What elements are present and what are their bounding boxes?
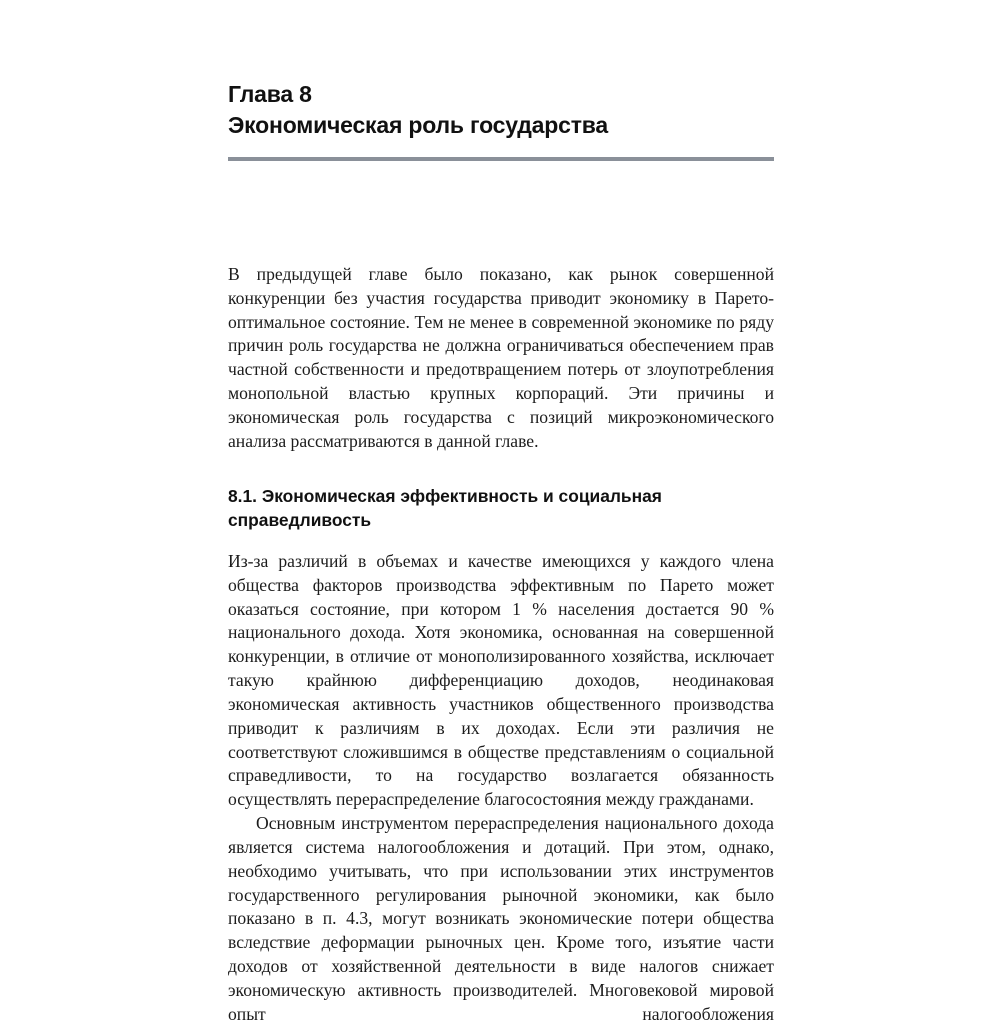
section-heading-line-1: 8.1. Экономическая эффективность и социальная [228,485,662,506]
section-heading [228,484,774,533]
chapter-label: Глава 8 [228,81,312,107]
title-divider-rule [228,157,774,161]
section-body [228,550,774,1026]
body-paragraph-2: Основным инструментом перераспределения национального дохода является система налогообложения и дотаций. При этом, однако, необходимо учитывать, что при использовании этих инструментов государственного регулирования рыночной экономики, как было показано в п. 4.3, могут возникать экономические потери общества вследствие деформации рыночных цен. Кроме того, изъятие части доходов от хозяйственной деятельности в виде налогов снижает экономическую активность производителей. Многовековой мировой опыт налогообложения [228,813,774,1024]
section-heading-line-2: справедливость [228,510,372,531]
body-paragraph-1: Из-за различий в объемах и качестве имеющихся у каждого члена общества факторов производства эффективным по Парето может оказаться состояние, при котором 1 % населения достается 90 % национального дохода. Хотя экономика, основанная на совершенной конкуренции, в отличие от монополизированного хозяйства, исключает такую крайнюю дифференциацию доходов, неодинаковая экономическая активность участников общественного производства приводит к различиям в их доходах. Если эти различия не соответствуют сложившимся в обществе представлениям о социальной справедливости, то на государство возлагается обязанность осуществлять перераспределение благосостояния между гражданами. [228,550,774,810]
intro-paragraph: В предыдущей главе было показано, как рынок совершенной конкуренции без участия государства приводит экономику в Парето-оптимальное состояние. Тем не менее в современной экономике по ряду причин роль государства не должна ограничиваться обеспечением прав частной собственности и предотвращением потерь от злоупотребления монопольной властью крупных корпораций. Эти причины и экономическая роль государства с позиций микроэкономического анализа рассматриваются в данной главе. [228,263,774,451]
page-content [228,80,774,1026]
chapter-title: Экономическая роль государства [228,112,608,139]
